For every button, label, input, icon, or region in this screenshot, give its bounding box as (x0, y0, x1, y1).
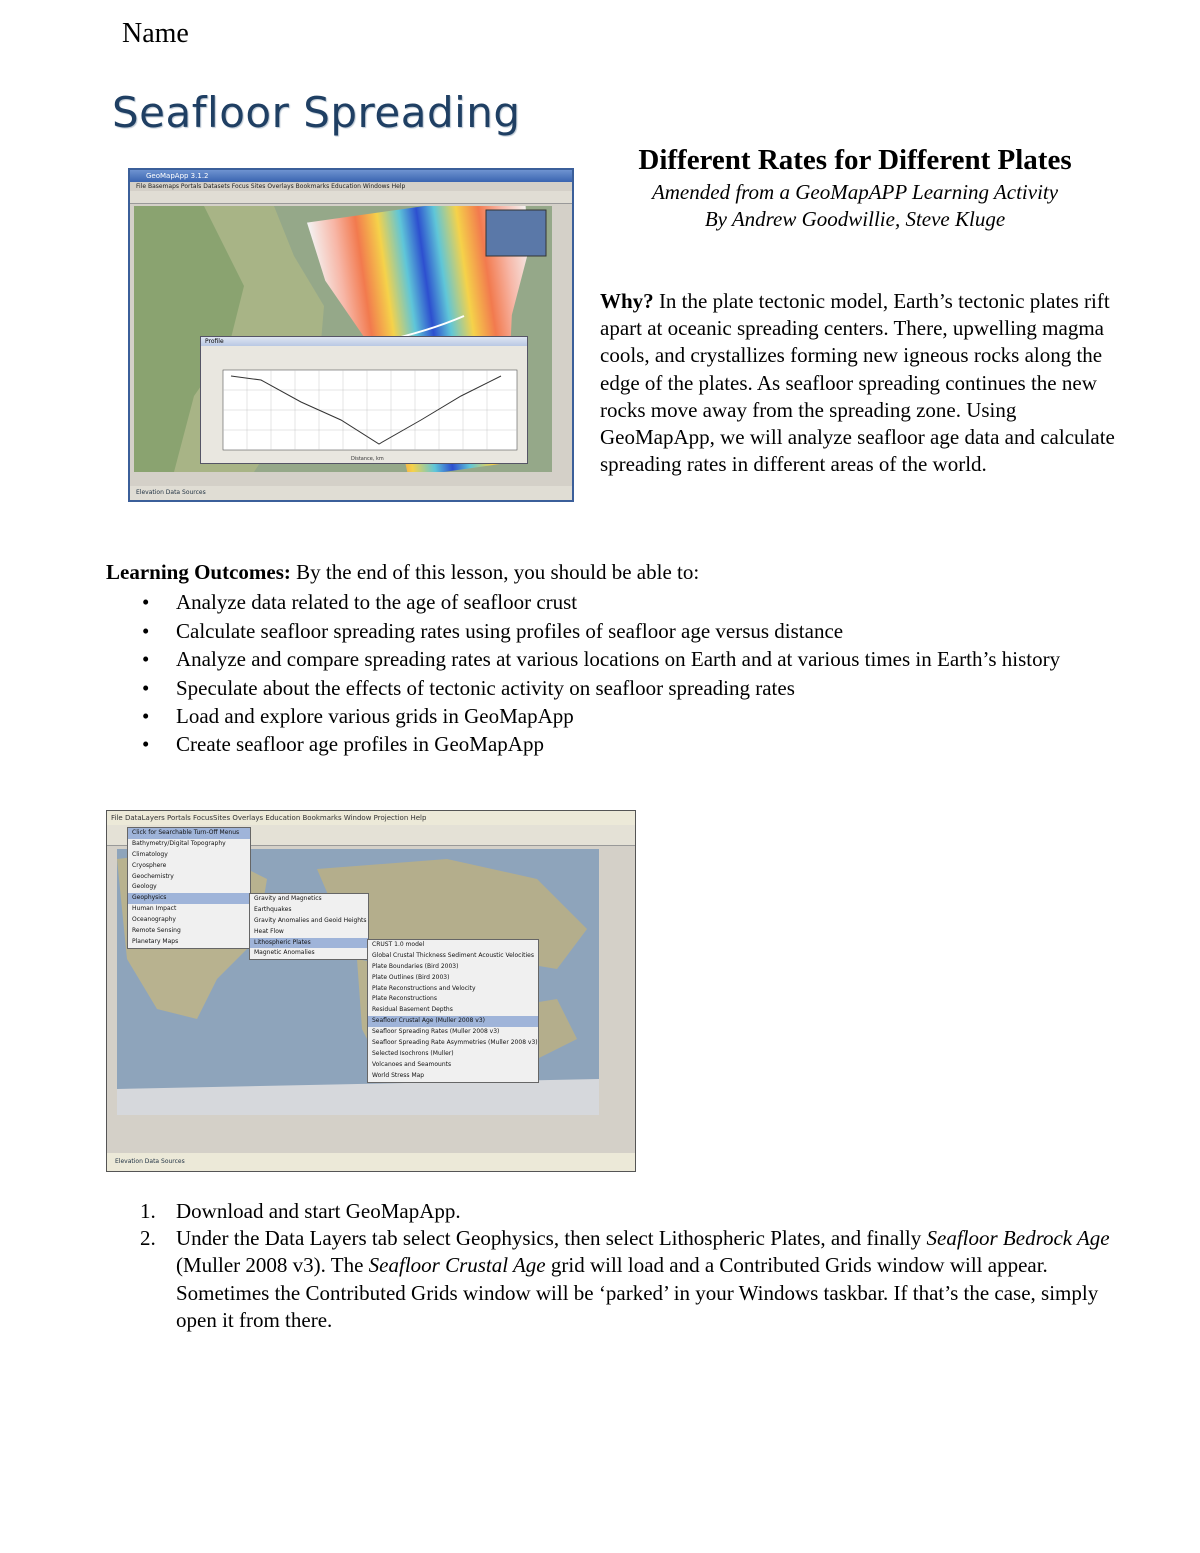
list-item: • Analyze data related to the age of seafloor crust (142, 590, 578, 615)
menu-item[interactable]: Plate Reconstructions (372, 995, 437, 1003)
menu-item[interactable]: Remote Sensing (132, 927, 181, 935)
menu-item[interactable]: World Stress Map (372, 1071, 425, 1079)
window-toolbar (130, 191, 572, 204)
menu-item-geophysics[interactable]: Geophysics (128, 893, 250, 904)
lithospheric-plates-submenu[interactable] (367, 939, 539, 1083)
profile-title: Profile (201, 337, 527, 346)
geomapapp-profile-screenshot (128, 168, 574, 502)
menu-item[interactable]: Seafloor Spreading Rates (Muller 2008 v3) (372, 1028, 500, 1036)
amended-line: Amended from a GeoMapAPP Learning Activity (651, 180, 1059, 204)
menu-item[interactable]: Heat Flow (254, 927, 284, 935)
menu-item[interactable]: Volcanoes and Seamounts (372, 1060, 452, 1068)
menu-item[interactable]: Gravity and Magnetics (254, 895, 322, 902)
outcomes-list (106, 588, 1116, 758)
instruction-steps (140, 1198, 1115, 1334)
window-menubar: File Basemaps Portals Datasets Focus Sites Overlays Bookmarks Education Windows Help (136, 183, 406, 190)
banner-title: Seafloor Spreading (112, 88, 521, 137)
statusbar: Elevation Data Sources (130, 486, 574, 500)
menu-item-lithospheric-plates[interactable]: Lithospheric Plates (250, 938, 368, 949)
why-paragraph (600, 288, 1120, 478)
authors-line: By Andrew Goodwillie, Steve Kluge (704, 207, 1006, 231)
menu-item[interactable]: Plate Reconstructions and Velocity (372, 984, 476, 992)
why-label: Why? (600, 289, 654, 313)
statusbar: Elevation Data Sources (107, 1153, 636, 1171)
profile-xlabel: Distance, km (351, 456, 384, 462)
menu-item[interactable]: CRUST 1.0 model (372, 941, 425, 948)
menu-item[interactable]: Earthquakes (254, 905, 292, 913)
geophysics-submenu[interactable] (249, 893, 369, 960)
page-heading: Different Rates for Different Plates (638, 144, 1072, 176)
outcomes-label: Learning Outcomes: (106, 560, 291, 584)
list-item: • Load and explore various grids in GeoMapApp (142, 704, 574, 729)
menu-item[interactable]: Plate Outlines (Bird 2003) (372, 973, 450, 981)
menu-item[interactable]: Oceanography (132, 916, 176, 924)
steps-list (140, 1198, 1115, 1334)
profile-chart (201, 346, 527, 462)
step-2: 2. Under the Data Layers tab select Geophysics, then select Lithospheric Plates, and finally Seafloor Bedrock Age (Muller 2008 v3). The Seafloor Crustal Age grid will load and a Contributed Grids window will appear. Sometimes the Contributed Grids window will be ‘parked’ in your Windows taskbar. If that’s the case, simply open it from there. (140, 1226, 1110, 1332)
menu-item[interactable]: Gravity Anomalies and Geoid Heights (254, 916, 367, 924)
menu-item[interactable]: Seafloor Spreading Rate Asymmetries (Muller 2008 v3) (372, 1039, 538, 1047)
profile-window[interactable] (200, 336, 528, 464)
menu-item[interactable]: Residual Basement Depths (372, 1006, 453, 1014)
menu-item[interactable]: Plate Boundaries (Bird 2003) (372, 962, 459, 970)
step-1: 1. Download and start GeoMapApp. (140, 1199, 461, 1223)
menu-item[interactable]: Bathymetry/Digital Topography (132, 839, 226, 847)
window-menubar: File DataLayers Portals FocusSites Overlays Education Bookmarks Window Projection Help (107, 811, 635, 825)
menu-item[interactable]: Climatology (132, 850, 168, 858)
south-america-age-map (134, 206, 552, 472)
list-item: • Speculate about the effects of tectonic activity on seafloor spreading rates (142, 675, 795, 700)
learning-outcomes (106, 558, 1116, 759)
menu-item[interactable]: Geology (132, 883, 157, 891)
why-text: In the plate tectonic model, Earth’s tectonic plates rift apart at oceanic spreading centers. There, upwelling magma cools, and crystallizes forming new igneous rocks along the edge of the plates. As seafloor spreading continues the new rocks move away from the spreading zone. Using GeoMapApp, we will analyze seafloor age data and calculate spreading rates in different areas of the world. (600, 289, 1115, 477)
menu-item[interactable]: Planetary Maps (132, 937, 179, 945)
list-item: • Analyze and compare spreading rates at various locations on Earth and at various times in Earth’s history (142, 647, 1061, 672)
list-item: • Calculate seafloor spreading rates using profiles of seafloor age versus distance (142, 618, 844, 643)
menu-item[interactable]: Magnetic Anomalies (254, 949, 315, 957)
menu-item[interactable]: Selected Isochrons (Muller) (372, 1049, 454, 1057)
outcomes-intro: By the end of this lesson, you should be able to: (290, 560, 700, 584)
menu-item[interactable]: Human Impact (132, 905, 177, 913)
geomapapp-menu-screenshot (106, 810, 636, 1172)
name-label: Name (122, 18, 189, 49)
menu-item[interactable]: Global Crustal Thickness Sediment Acoustic Velocities (372, 951, 534, 959)
menu-item[interactable]: Cryosphere (132, 861, 167, 869)
list-item: • Create seafloor age profiles in GeoMapApp (142, 732, 544, 757)
window-titlebar: GeoMapApp 3.1.2 (130, 170, 572, 182)
menu-item[interactable]: Geochemistry (132, 872, 174, 880)
menu-item-seafloor-crustal-age[interactable]: Seafloor Crustal Age (Muller 2008 v3) (368, 1016, 538, 1027)
datalayers-menu[interactable] (127, 827, 251, 949)
menu-item[interactable]: Click for Searchable Turn-Off Menus (128, 828, 250, 839)
